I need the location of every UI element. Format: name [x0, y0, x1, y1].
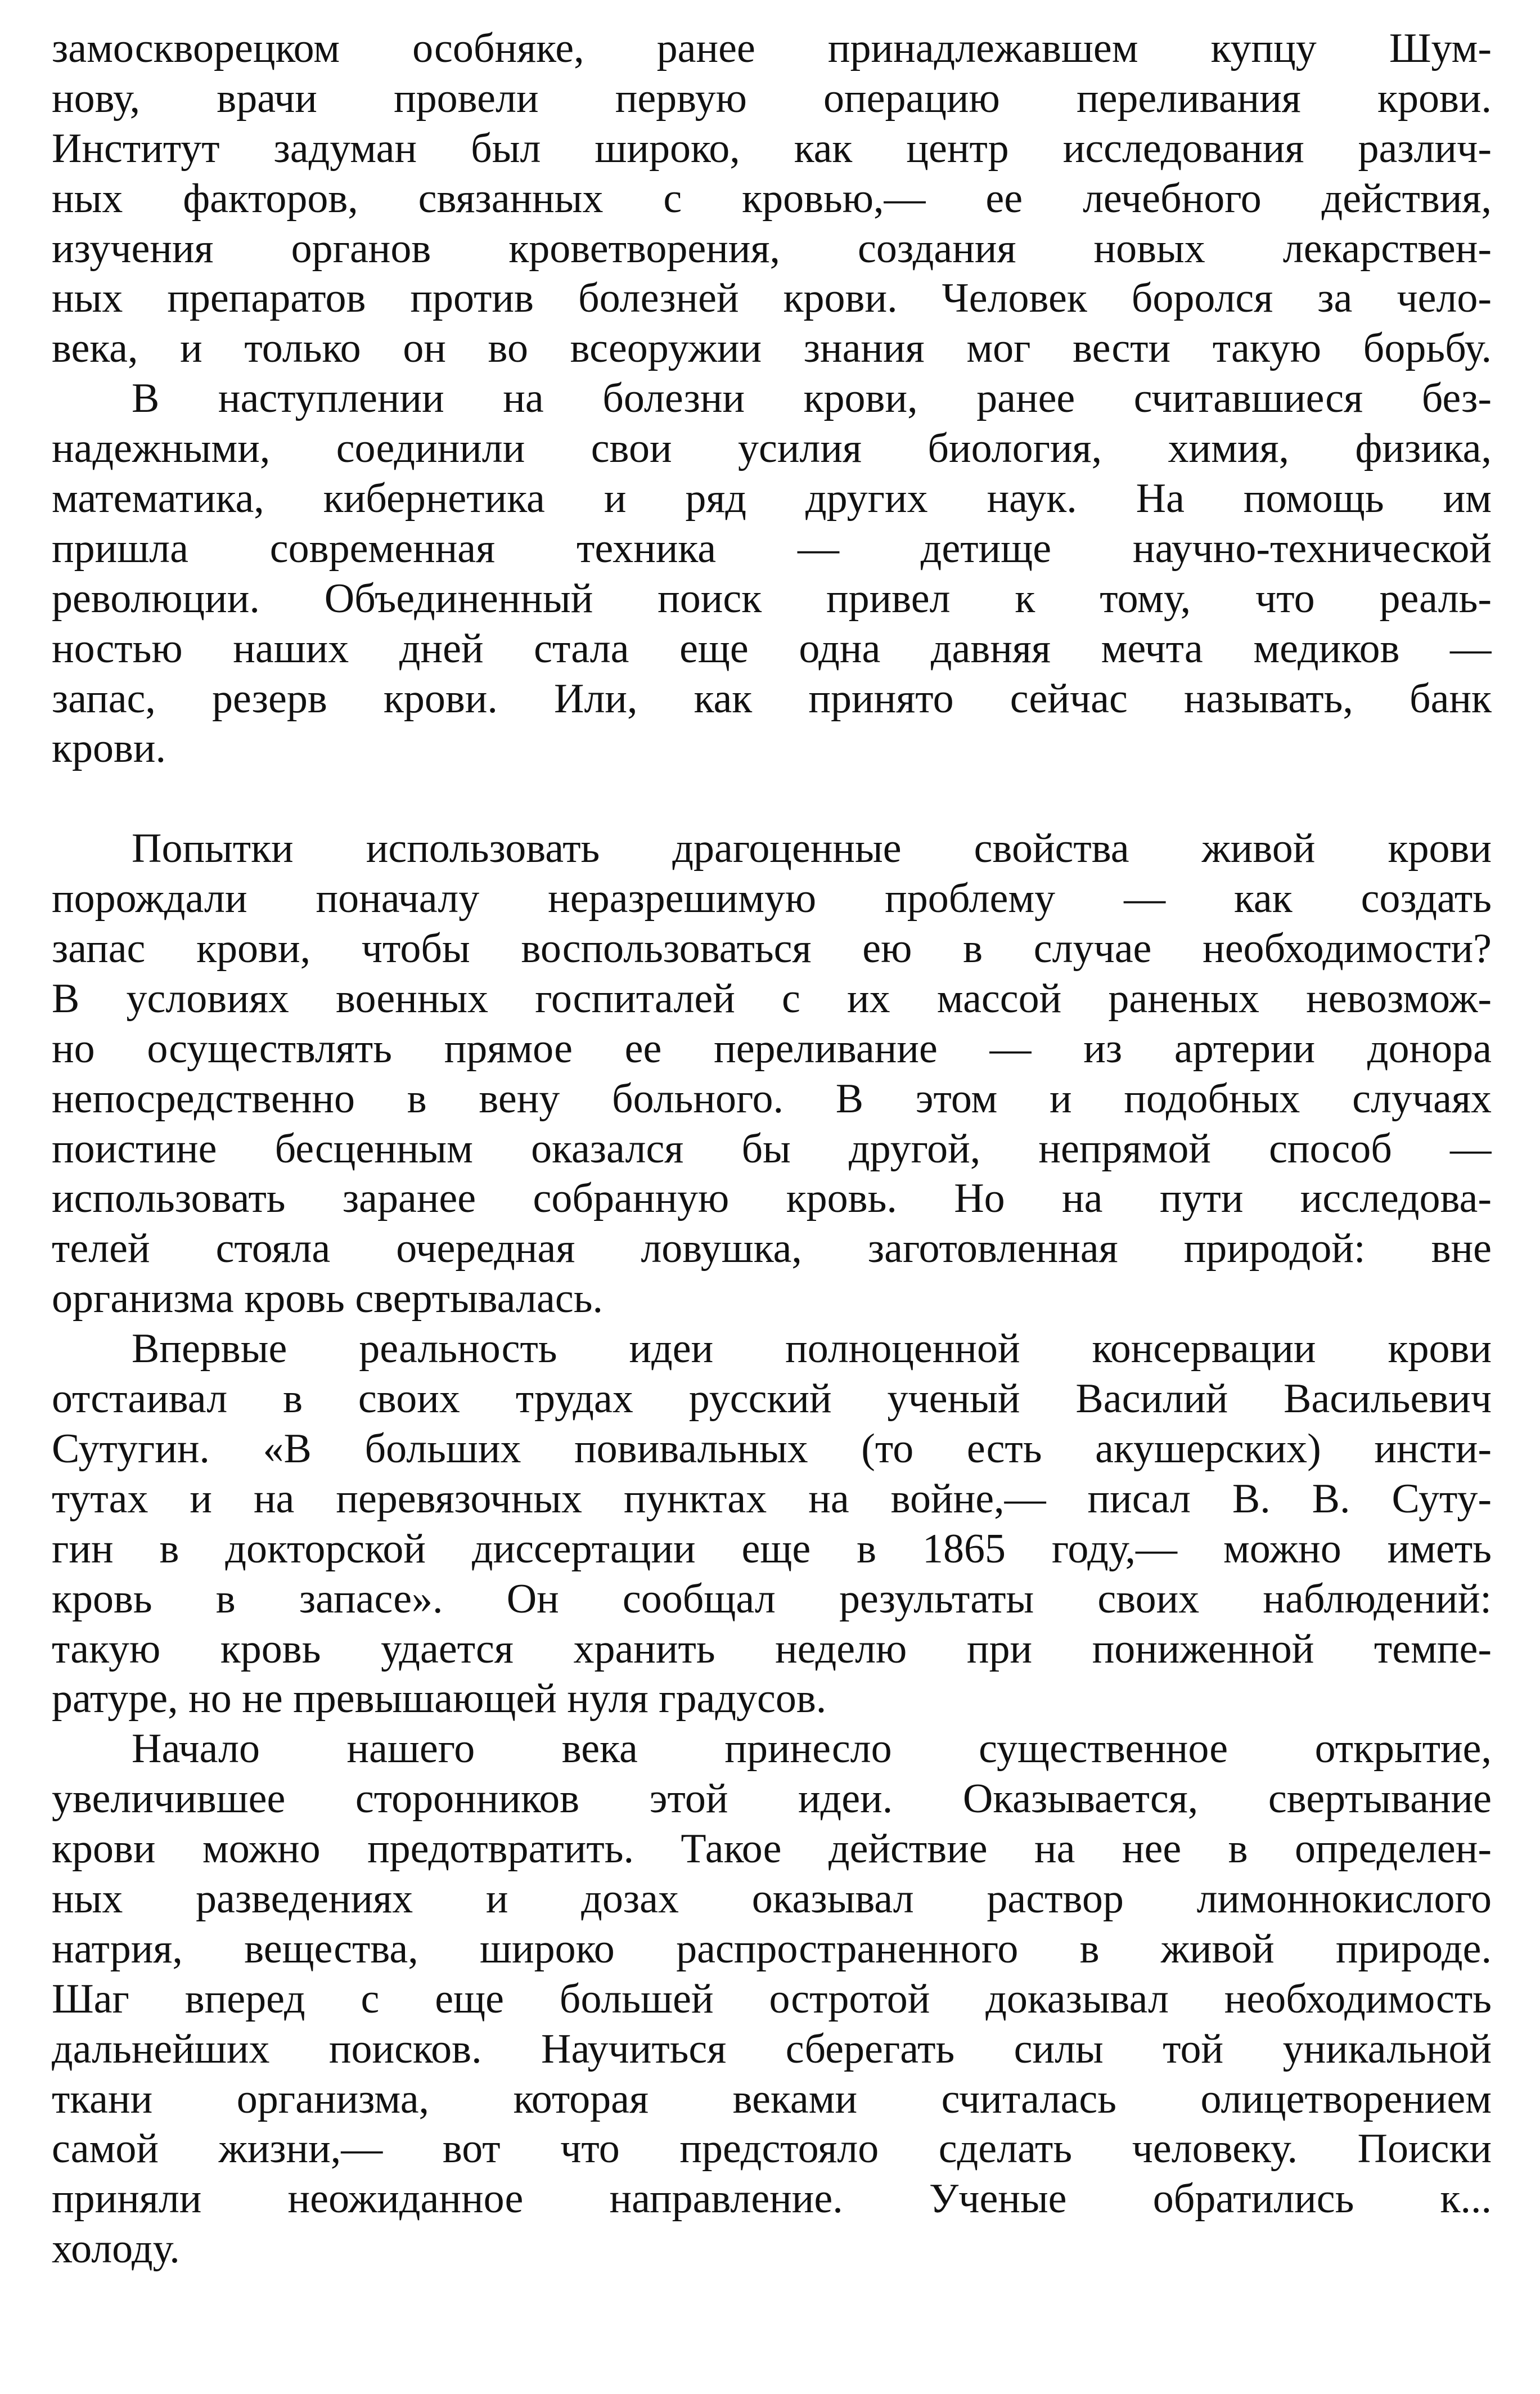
text-line: века, и только он во всеоружии знания мог вести такую борьбу. — [52, 325, 1492, 372]
text-line: отстаивал в своих трудах русский ученый Василий Васильевич — [52, 1376, 1492, 1422]
paragraph — [52, 824, 1492, 1324]
text-line: ных факторов, связанных с кровью,— ее лечебного действия, — [52, 175, 1492, 222]
text-line — [52, 774, 1492, 824]
text-line: надежными, соединили свои усилия биология, химия, физика, — [52, 425, 1492, 472]
text-line: Сутугин. «В больших повивальных (то есть акушерских) инсти- — [52, 1425, 1492, 1472]
text-line: Начало нашего века принесло существенное открытие, — [132, 1726, 1492, 1772]
text-line: натрия, вещества, широко распространенного в живой природе. — [52, 1925, 1492, 1972]
text-line: ностью наших дней стала еще одна давняя мечта медиков — — [52, 625, 1492, 672]
text-line: замоскворецком особняке, ранее принадлежавшем купцу Шум- — [52, 25, 1492, 71]
text-line: ткани организма, которая веками считалась олицетворением — [52, 2076, 1492, 2122]
text-line: пришла современная техника — детище научно-технической — [52, 525, 1492, 572]
text-line: использовать заранее собранную кровь. Но на пути исследова- — [52, 1175, 1492, 1222]
paragraph — [52, 1324, 1492, 1724]
text-line: изучения органов кроветворения, создания новых лекарствен- — [52, 225, 1492, 272]
paragraph — [52, 24, 1492, 374]
text-line: В наступлении на болезни крови, ранее считавшиеся без- — [132, 375, 1492, 422]
page-text — [52, 24, 1492, 2274]
text-line: непосредственно в вену больного. В этом и подобных случаях — [52, 1075, 1492, 1122]
text-line: Попытки использовать драгоценные свойства живой крови — [132, 825, 1492, 872]
text-line: Шаг вперед с еще большей остротой доказывал необходимость — [52, 1975, 1492, 2022]
text-line: ных разведениях и дозах оказывал раствор лимоннокислого — [52, 1875, 1492, 1922]
text-line: ратуре, но не превышающей нуля градусов. — [52, 1676, 827, 1722]
text-line: В условиях военных госпиталей с их массой раненых невозмож- — [52, 975, 1492, 1022]
text-line: приняли неожиданное направление. Ученые обратились к... — [52, 2176, 1492, 2222]
text-line: нову, врачи провели первую операцию переливания крови. — [52, 75, 1492, 122]
text-line: телей стояла очередная ловушка, заготовленная природой: вне — [52, 1225, 1492, 1272]
text-line: Институт задуман был широко, как центр исследования различ- — [52, 125, 1492, 172]
text-line: крови. — [52, 725, 166, 772]
text-line: кровь в запасе». Он сообщал результаты своих наблюдений: — [52, 1575, 1492, 1622]
text-line: поистине бесценным оказался бы другой, непрямой способ — — [52, 1125, 1492, 1172]
text-line: самой жизни,— вот что предстояло сделать человеку. Поиски — [52, 2126, 1492, 2172]
paragraph — [52, 1724, 1492, 2274]
text-line: Впервые реальность идеи полноценной консервации крови — [132, 1326, 1492, 1372]
text-line: революции. Объединенный поиск привел к тому, что реаль- — [52, 575, 1492, 622]
text-line: холоду. — [52, 2226, 180, 2272]
text-line: но осуществлять прямое ее переливание — из артерии донора — [52, 1025, 1492, 1072]
text-line: гин в докторской диссертации еще в 1865 году,— можно иметь — [52, 1525, 1492, 1572]
text-line: порождали поначалу неразрешимую проблему — как создать — [52, 875, 1492, 922]
text-line: математика, кибернетика и ряд других наук. На помощь им — [52, 475, 1492, 522]
text-line: тутах и на перевязочных пунктах на войне,— писал В. В. Суту- — [52, 1475, 1492, 1522]
text-line: увеличившее сторонников этой идеи. Оказывается, свертывание — [52, 1776, 1492, 1822]
text-line: запас, резерв крови. Или, как принято сейчас называть, банк — [52, 675, 1492, 722]
text-line: крови можно предотвратить. Такое действие на нее в определен- — [52, 1826, 1492, 1872]
text-line: ных препаратов против болезней крови. Человек боролся за чело- — [52, 275, 1492, 322]
text-line: организма кровь свертывалась. — [52, 1275, 603, 1322]
text-line: дальнейших поисков. Научиться сберегать силы той уникальной — [52, 2025, 1492, 2072]
text-line: такую кровь удается хранить неделю при пониженной темпе- — [52, 1625, 1492, 1672]
text-line: запас крови, чтобы воспользоваться ею в случае необходимости? — [52, 926, 1492, 972]
paragraph — [52, 374, 1492, 824]
